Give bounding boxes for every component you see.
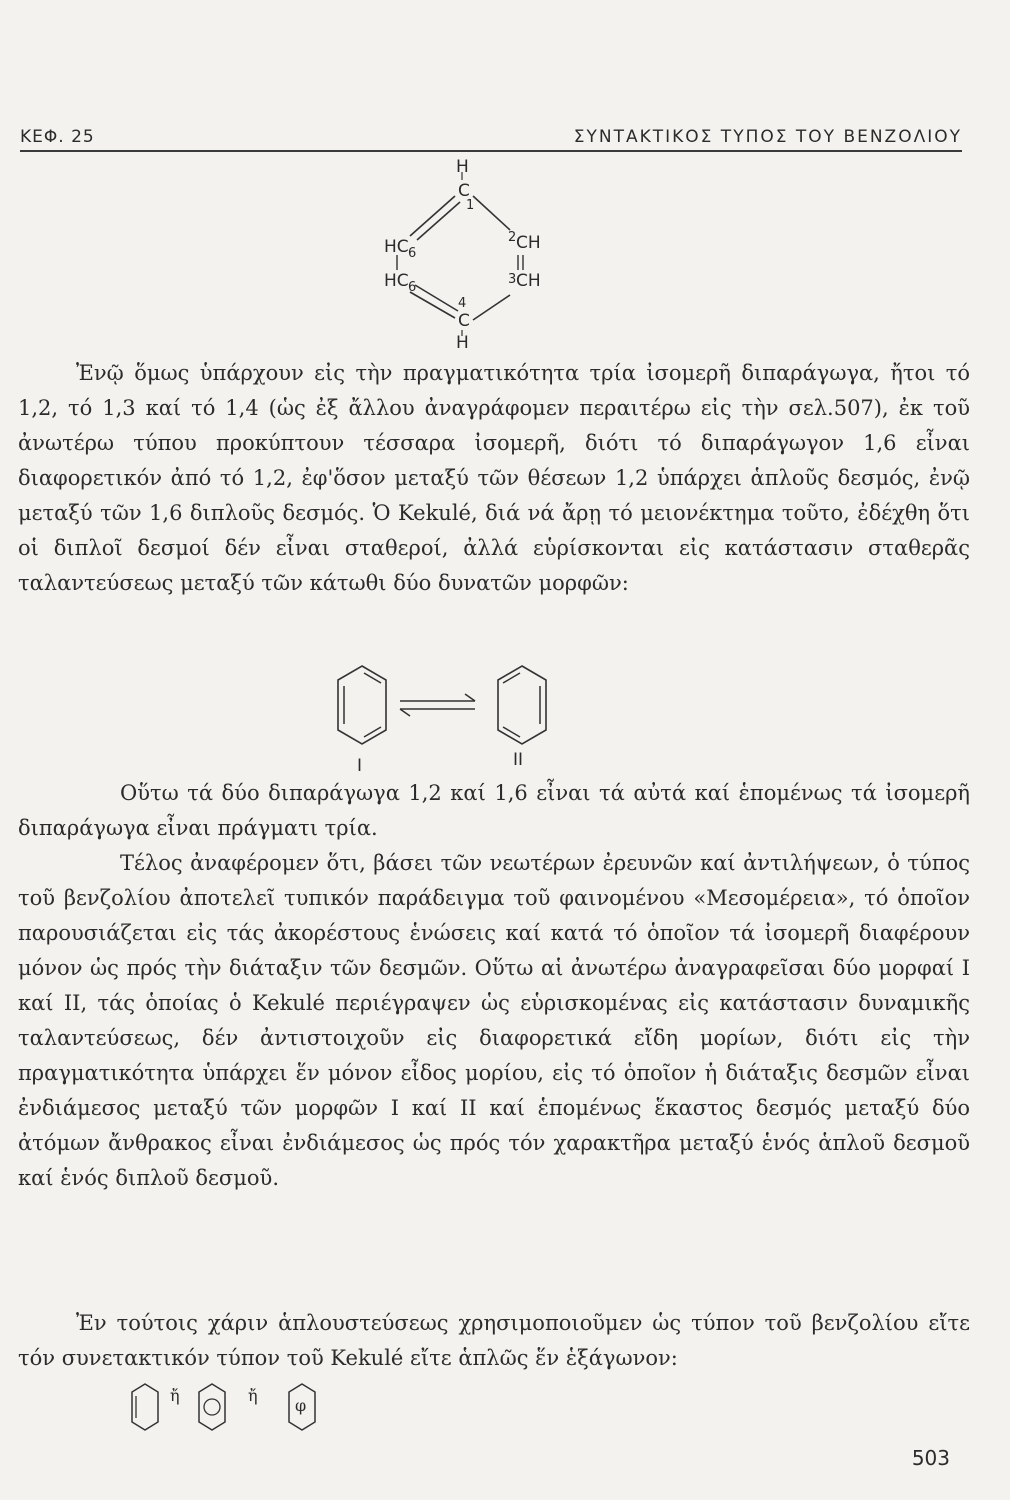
running-title: ΣΥΝΤΑΚΤΙΚΟΣ ΤΥΠΟΣ ΤΟΥ ΒΕΝΖΟΛΙΟΥ <box>573 127 962 147</box>
atom-c4-number: 4 <box>458 296 467 311</box>
atom-hc6-upper-number: 6 <box>408 246 417 261</box>
atom-hc6-lower: HC <box>384 271 409 291</box>
paragraph-mesomerism: Τέλος ἀναφέρομεν ὅτι, βάσει τῶν νεωτέρων ἐρευνῶν καί ἀντιλήψεων, ὁ τύπος τοῦ βενζολίου ἀποτελεῖ τυπικόν παράδειγμα τοῦ φαινομένου «Μεσομέρεια», τό ὁποῖον παρουσιάζεται εἰς τάς ἀκορέστους ἑνώσεις καί κατά τό ὁποῖον τά ἰσομερῆ διαφέρουν μόνον ὡς πρός τὴν διάταξιν τῶν δεσμῶν. Οὕτω αἱ ἀνωτέρω ἀναγραφεῖσαι δύο μορφαί I καί II, τάς ὁποίας ὁ Kekulé περιέγραψεν ὡς εὑρισκομένας εἰς κατάστασιν δυναμικῆς ταλαντεύσεως, δέν ἀντιστοιχοῦν εἰς διαφορετικά εἴδη μορίων, διότι εἰς τὴν πραγματικότητα ὑπάρχει ἕν μόνον εἶδος μορίου, εἰς τό ὁποῖον ἡ διάταξις δεσμῶν εἶναι ἐνδιάμεσος μεταξύ τῶν μορφῶν I καί II καί ἑπομένως ἕκαστος δεσμός μεταξύ δύο ἀτόμων ἄνθρακος εἶναι ἐνδιάμεσος ὡς πρός τόν χαρακτῆρα μεταξύ ἑνός ἁπλοῦ δεσμοῦ καί ἑνός διπλοῦ δεσμοῦ. <box>18 851 970 1190</box>
atom-c2: CH <box>516 233 541 253</box>
form-label-ii: II <box>513 750 524 770</box>
chapter-label: ΚΕΦ. 25 <box>20 127 95 147</box>
atom-hc6-lower-number: 6 <box>408 280 417 295</box>
or-word-2: ἤ <box>248 1386 258 1405</box>
simplified-benzene-formulas <box>128 1378 328 1448</box>
benzene-numbered-structure <box>370 150 570 353</box>
atom-h-top: H <box>456 157 469 177</box>
running-header <box>20 118 962 152</box>
atom-c1-number: 1 <box>466 198 475 213</box>
atom-h-bottom: H <box>456 333 469 353</box>
kekule-resonance-forms <box>330 658 570 778</box>
paragraph-simplified-formula: Ἐν τούτοις χάριν ἁπλουστεύσεως χρησιμοποιοῦμεν ὡς τύπον τοῦ βενζολίου εἴτε τόν συνετακτικόν τύπον τοῦ Kekulé εἴτε ἁπλῶς ἕν ἑξάγωνον: <box>18 1311 970 1370</box>
form-label-i: I <box>357 756 363 776</box>
phi-symbol: φ <box>295 1396 307 1415</box>
page-number: 503 <box>911 1446 950 1470</box>
kekule-forms-drawing <box>330 658 570 768</box>
or-word-1: ἤ <box>170 1386 180 1405</box>
atom-c3: CH <box>516 271 541 291</box>
atom-hc6-upper: HC <box>384 237 409 257</box>
atom-c4: C <box>458 311 470 331</box>
atom-c3-number: 3 <box>508 272 517 287</box>
paragraph-kekule-isomers: Ἐνῷ ὅμως ὑπάρχουν εἰς τὴν πραγματικότητα τρία ἰσομερῆ διπαράγωγα, ἤτοι τό 1,2, τό 1,3 καί τό 1,4 (ὡς ἐξ ἄλλου ἀναγράφομεν περαιτέρω εἰς τὴν σελ.507), ἐκ τοῦ ἀνωτέρω τύπου προκύπτουν τέσσαρα ἰσομερῆ, διότι τό διπαράγωγον 1,6 εἶναι διαφορετικόν ἀπό τό 1,2, ἐφ'ὅσον μεταξύ τῶν θέσεων 1,2 ὑπάρχει ἁπλοῦς δεσμός, ἐνῷ μεταξύ τῶν 1,6 διπλοῦς δεσμός. Ὁ Kekulé, διά νά ἄρῃ τό μειονέκτημα τοῦτο, ἐδέχθη ὅτι οἱ διπλοῖ δεσμοί δέν εἶναι σταθεροί, ἀλλά εὑρίσκονται εἰς κατάστασιν σταθερᾶς ταλαντεύσεως μεταξύ τῶν κάτωθι δύο δυνατῶν μορφῶν: <box>18 361 970 595</box>
paragraph-isomer-conclusion: Οὕτω τά δύο διπαράγωγα 1,2 καί 1,6 εἶναι τά αὐτά καί ἑπομένως τά ἰσομερῆ διπαράγωγα εἶναι πράγματι τρία. <box>18 781 970 840</box>
atom-c1: C <box>458 181 470 201</box>
atom-c2-number: 2 <box>508 230 517 245</box>
